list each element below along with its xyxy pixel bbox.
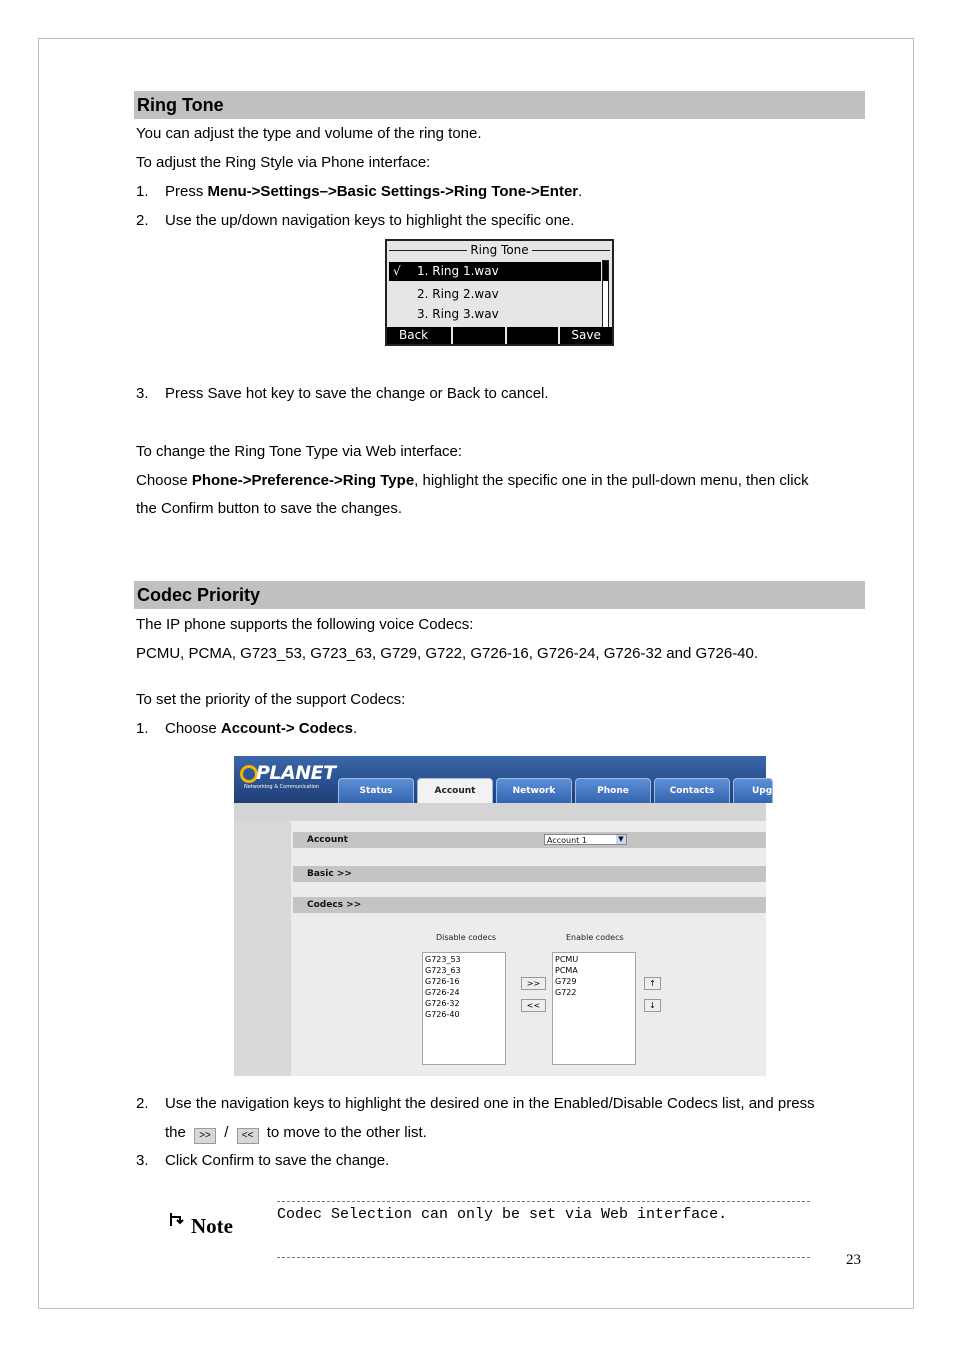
step-text: Press (165, 183, 208, 200)
note-divider-bottom (277, 1257, 810, 1258)
account-row (293, 832, 766, 848)
tab-network: Network (496, 778, 572, 803)
step-text: Choose (165, 720, 221, 737)
move-right-button: >> (521, 977, 546, 990)
ring-tone-phone-intro: To adjust the Ring Style via Phone interface: (136, 154, 431, 171)
note-label: Note (191, 1214, 233, 1238)
menu-path: Menu->Settings–>Basic Settings->Ring Tone->Enter (207, 183, 579, 200)
disabled-codecs-list (422, 952, 506, 1065)
tab-phone: Phone (575, 778, 651, 803)
chevron-down-icon: ▼ (616, 835, 626, 844)
web-sidebar (234, 821, 291, 1076)
list-item: G726-16 (425, 977, 460, 986)
ring-tone-web-line-1 (136, 472, 809, 490)
list-item: PCMA (555, 966, 578, 975)
note-text: Codec Selection can only be set via Web interface. (277, 1206, 728, 1223)
step-text: the (165, 1124, 186, 1141)
codecs-row (293, 897, 766, 913)
lcd-title: Ring Tone (467, 243, 531, 257)
list-item: G722 (555, 988, 577, 997)
softkey-empty (507, 327, 559, 344)
step-number: 3. (136, 1152, 149, 1169)
list-item: G723_53 (425, 955, 461, 964)
step-number: 1. (136, 720, 149, 737)
lcd-scroll-thumb (603, 261, 608, 281)
list-item: G726-32 (425, 999, 460, 1008)
list-item: G726-40 (425, 1010, 460, 1019)
note-divider-top (277, 1201, 810, 1202)
web-header (234, 756, 773, 803)
move-right-inline-icon: >> (194, 1128, 216, 1144)
page-number: 23 (846, 1252, 861, 1268)
list-item: G729 (555, 977, 577, 986)
list-item: G723_63 (425, 966, 461, 975)
tab-status: Status (338, 778, 414, 803)
checkmark-icon: √ (393, 264, 401, 278)
list-item: G726-24 (425, 988, 460, 997)
codecs-label: Codecs >> (307, 900, 362, 910)
planet-logo (240, 761, 336, 791)
menu-path: Account-> Codecs (220, 720, 353, 737)
pushpin-icon (168, 1212, 184, 1237)
ring-tone-web-intro: To change the Ring Tone Type via Web interface: (136, 443, 463, 460)
step-text: . (578, 183, 583, 200)
step-number: 3. (136, 385, 149, 402)
step-text: / (224, 1124, 229, 1141)
disable-codecs-label: Disable codecs (436, 933, 497, 942)
tab-upgrade: Upg (733, 778, 773, 803)
lcd-softkeys (387, 327, 612, 344)
ring-tone-step-2: Use the up/down navigation keys to highlight the specific one. (165, 212, 575, 229)
move-down-button: ↓ (644, 999, 661, 1012)
codec-list: PCMU, PCMA, G723_53, G723_63, G729, G722, G726-16, G726-24, G726-32 and G726-40. (136, 645, 759, 662)
lcd-item-label: 3. Ring 3.wav (417, 307, 499, 321)
codec-step-2-line-2 (165, 1124, 427, 1144)
lcd-title-bar (387, 242, 612, 258)
body-text: , highlight the specific one in the pull-down menu, then click (414, 472, 809, 489)
web-ui-screenshot (234, 756, 773, 1076)
phone-lcd-screenshot (385, 239, 614, 346)
step-text: to move to the other list. (266, 1124, 427, 1141)
enable-codecs-label: Enable codecs (566, 933, 624, 942)
account-select (544, 834, 627, 845)
basic-row (293, 866, 766, 882)
logo-text: PLANET (256, 762, 336, 784)
ring-tone-intro: You can adjust the type and volume of the ring tone. (136, 125, 482, 142)
menu-path: Phone->Preference->Ring Type (191, 472, 415, 489)
lcd-item-selected (389, 262, 601, 281)
lcd-item-label: 1. Ring 1.wav (417, 264, 499, 278)
softkey-back: Back (387, 327, 451, 344)
section-heading-codec-priority: Codec Priority (134, 581, 865, 609)
move-up-button: ↑ (644, 977, 661, 990)
codec-step-2-line-1: Use the navigation keys to highlight the desired one in the Enabled/Disable Codecs list, and press (165, 1095, 815, 1112)
basic-label: Basic >> (307, 869, 352, 879)
web-content (291, 821, 766, 1076)
step-text: . (352, 720, 358, 737)
list-item: PCMU (555, 955, 579, 964)
ring-tone-step-3: Press Save hot key to save the change or Back to cancel. (165, 385, 549, 402)
move-left-button: << (521, 999, 546, 1012)
codec-set-intro: To set the priority of the support Codecs: (136, 691, 406, 708)
logo-subtitle: Networking & Communication (244, 784, 320, 790)
codec-step-3: Click Confirm to save the change. (165, 1152, 390, 1169)
tab-contacts: Contacts (654, 778, 730, 803)
section-heading-ring-tone: Ring Tone (134, 91, 865, 119)
body-text: Choose (136, 472, 192, 489)
lcd-scrollbar (602, 260, 609, 328)
codec-intro: The IP phone supports the following voice Codecs: (136, 616, 474, 633)
move-left-inline-icon: << (237, 1128, 259, 1144)
codec-step-1 (165, 720, 357, 738)
enabled-codecs-list (552, 952, 636, 1065)
account-select-value: Account 1 (547, 836, 587, 845)
step-number: 2. (136, 212, 149, 229)
account-label: Account (307, 835, 348, 845)
softkey-save: Save (560, 327, 612, 344)
web-subheader (234, 803, 766, 821)
ring-tone-step-1 (165, 183, 582, 201)
softkey-empty (453, 327, 505, 344)
lcd-item (389, 305, 601, 324)
lcd-item (389, 285, 601, 304)
step-number: 1. (136, 183, 149, 200)
ring-tone-web-line-2: the Confirm button to save the changes. (136, 500, 402, 517)
tab-account: Account (417, 778, 493, 803)
step-number: 2. (136, 1095, 149, 1112)
lcd-item-label: 2. Ring 2.wav (417, 287, 499, 301)
